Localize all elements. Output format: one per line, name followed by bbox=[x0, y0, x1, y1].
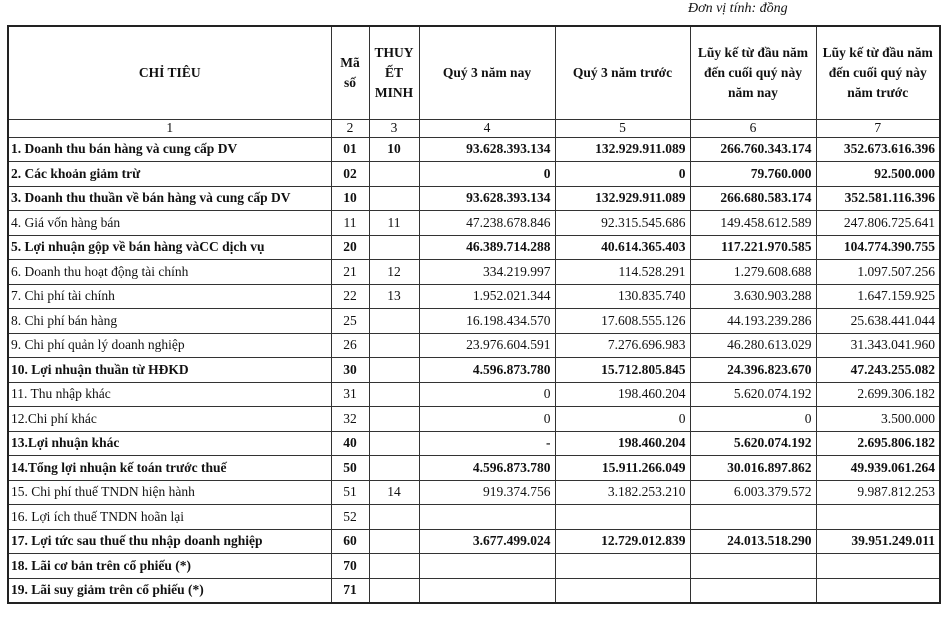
row-q3-this-year: 16.198.434.570 bbox=[419, 309, 555, 334]
row-note: 14 bbox=[369, 480, 419, 505]
row-q3-last-year: 130.835.740 bbox=[555, 284, 690, 309]
col-number: 3 bbox=[369, 119, 419, 137]
row-code: 01 bbox=[331, 137, 369, 162]
row-note: 13 bbox=[369, 284, 419, 309]
row-code: 25 bbox=[331, 309, 369, 334]
row-ytd-this-year: 6.003.379.572 bbox=[690, 480, 816, 505]
col-number: 4 bbox=[419, 119, 555, 137]
row-q3-this-year: 3.677.499.024 bbox=[419, 529, 555, 554]
row-label: 16. Lợi ích thuế TNDN hoãn lại bbox=[8, 505, 331, 530]
row-q3-this-year: 0 bbox=[419, 162, 555, 187]
row-q3-last-year: 7.276.696.983 bbox=[555, 333, 690, 358]
row-note bbox=[369, 309, 419, 334]
row-q3-this-year: 0 bbox=[419, 407, 555, 432]
row-label: 8. Chi phí bán hàng bbox=[8, 309, 331, 334]
row-code: 11 bbox=[331, 211, 369, 236]
row-ytd-this-year: 24.013.518.290 bbox=[690, 529, 816, 554]
row-label: 17. Lợi tức sau thuế thu nhập doanh nghiệp bbox=[8, 529, 331, 554]
table-row bbox=[8, 529, 940, 554]
row-ytd-this-year: 79.760.000 bbox=[690, 162, 816, 187]
table-row bbox=[8, 260, 940, 285]
row-note bbox=[369, 529, 419, 554]
row-code: 10 bbox=[331, 186, 369, 211]
row-code: 22 bbox=[331, 284, 369, 309]
table-row bbox=[8, 382, 940, 407]
row-code: 21 bbox=[331, 260, 369, 285]
row-ytd-last-year: 47.243.255.082 bbox=[816, 358, 940, 383]
table-row bbox=[8, 137, 940, 162]
col-number: 1 bbox=[8, 119, 331, 137]
row-label: 2. Các khoản giảm trừ bbox=[8, 162, 331, 187]
row-ytd-this-year: 266.680.583.174 bbox=[690, 186, 816, 211]
row-ytd-this-year: 0 bbox=[690, 407, 816, 432]
column-number-row bbox=[8, 119, 940, 137]
row-ytd-this-year: 3.630.903.288 bbox=[690, 284, 816, 309]
row-label: 6. Doanh thu hoạt động tài chính bbox=[8, 260, 331, 285]
row-code: 32 bbox=[331, 407, 369, 432]
row-label: 15. Chi phí thuế TNDN hiện hành bbox=[8, 480, 331, 505]
row-note bbox=[369, 333, 419, 358]
row-q3-last-year bbox=[555, 578, 690, 603]
row-code: 31 bbox=[331, 382, 369, 407]
row-ytd-this-year bbox=[690, 505, 816, 530]
table-row bbox=[8, 554, 940, 579]
table-body bbox=[8, 137, 940, 603]
table-row bbox=[8, 358, 940, 383]
row-ytd-this-year: 24.396.823.670 bbox=[690, 358, 816, 383]
row-ytd-this-year: 46.280.613.029 bbox=[690, 333, 816, 358]
row-ytd-this-year: 117.221.970.585 bbox=[690, 235, 816, 260]
row-label: 1. Doanh thu bán hàng và cung cấp DV bbox=[8, 137, 331, 162]
row-note: 12 bbox=[369, 260, 419, 285]
row-code: 50 bbox=[331, 456, 369, 481]
row-q3-this-year: 1.952.021.344 bbox=[419, 284, 555, 309]
row-code: 02 bbox=[331, 162, 369, 187]
row-note: 11 bbox=[369, 211, 419, 236]
row-ytd-last-year: 1.647.159.925 bbox=[816, 284, 940, 309]
row-code: 40 bbox=[331, 431, 369, 456]
row-ytd-last-year bbox=[816, 578, 940, 603]
row-q3-this-year: 4.596.873.780 bbox=[419, 456, 555, 481]
row-ytd-this-year: 5.620.074.192 bbox=[690, 382, 816, 407]
table-row bbox=[8, 235, 940, 260]
row-code: 60 bbox=[331, 529, 369, 554]
row-q3-this-year: 919.374.756 bbox=[419, 480, 555, 505]
row-note bbox=[369, 456, 419, 481]
row-ytd-last-year: 104.774.390.755 bbox=[816, 235, 940, 260]
row-code: 51 bbox=[331, 480, 369, 505]
row-label: 12.Chi phí khác bbox=[8, 407, 331, 432]
col-number: 6 bbox=[690, 119, 816, 137]
row-q3-last-year bbox=[555, 505, 690, 530]
row-ytd-last-year: 352.581.116.396 bbox=[816, 186, 940, 211]
col-number: 5 bbox=[555, 119, 690, 137]
row-q3-last-year: 40.614.365.403 bbox=[555, 235, 690, 260]
row-ytd-last-year: 247.806.725.641 bbox=[816, 211, 940, 236]
row-ytd-last-year: 1.097.507.256 bbox=[816, 260, 940, 285]
row-q3-this-year bbox=[419, 505, 555, 530]
row-code: 30 bbox=[331, 358, 369, 383]
table-row bbox=[8, 284, 940, 309]
row-ytd-last-year: 9.987.812.253 bbox=[816, 480, 940, 505]
header-thuyet-minh: THUY ẾT MINH bbox=[369, 26, 419, 119]
table-row bbox=[8, 505, 940, 530]
table-row bbox=[8, 407, 940, 432]
row-q3-this-year: 0 bbox=[419, 382, 555, 407]
col-number: 2 bbox=[331, 119, 369, 137]
table-row bbox=[8, 309, 940, 334]
row-ytd-this-year: 5.620.074.192 bbox=[690, 431, 816, 456]
row-ytd-this-year bbox=[690, 578, 816, 603]
row-q3-last-year: 132.929.911.089 bbox=[555, 137, 690, 162]
row-ytd-this-year: 266.760.343.174 bbox=[690, 137, 816, 162]
row-q3-last-year: 198.460.204 bbox=[555, 431, 690, 456]
row-label: 10. Lợi nhuận thuần từ HĐKD bbox=[8, 358, 331, 383]
header-q3-last-year: Quý 3 năm trước bbox=[555, 26, 690, 119]
row-code: 52 bbox=[331, 505, 369, 530]
row-label: 19. Lãi suy giảm trên cổ phiếu (*) bbox=[8, 578, 331, 603]
header-chi-tieu: CHỈ TIÊU bbox=[8, 26, 331, 119]
row-ytd-this-year: 1.279.608.688 bbox=[690, 260, 816, 285]
row-q3-this-year: 93.628.393.134 bbox=[419, 186, 555, 211]
row-code: 70 bbox=[331, 554, 369, 579]
row-q3-this-year: - bbox=[419, 431, 555, 456]
row-note bbox=[369, 162, 419, 187]
row-note bbox=[369, 382, 419, 407]
row-ytd-last-year: 25.638.441.044 bbox=[816, 309, 940, 334]
row-q3-last-year bbox=[555, 554, 690, 579]
row-q3-last-year: 92.315.545.686 bbox=[555, 211, 690, 236]
table-row bbox=[8, 456, 940, 481]
table-row bbox=[8, 480, 940, 505]
row-ytd-this-year bbox=[690, 554, 816, 579]
row-q3-last-year: 15.911.266.049 bbox=[555, 456, 690, 481]
row-q3-last-year: 17.608.555.126 bbox=[555, 309, 690, 334]
row-note bbox=[369, 578, 419, 603]
row-note bbox=[369, 407, 419, 432]
income-statement-table bbox=[7, 25, 941, 604]
row-note bbox=[369, 186, 419, 211]
row-ytd-this-year: 44.193.239.286 bbox=[690, 309, 816, 334]
header-ytd-this-year: Lũy kế từ đầu năm đến cuối quý này năm nay bbox=[690, 26, 816, 119]
row-ytd-last-year: 2.699.306.182 bbox=[816, 382, 940, 407]
row-q3-last-year: 0 bbox=[555, 407, 690, 432]
row-q3-this-year: 334.219.997 bbox=[419, 260, 555, 285]
unit-note: Đơn vị tính: đồng bbox=[688, 1, 788, 16]
header-q3-this-year: Quý 3 năm nay bbox=[419, 26, 555, 119]
table-row bbox=[8, 578, 940, 603]
row-ytd-last-year bbox=[816, 554, 940, 579]
row-q3-this-year bbox=[419, 554, 555, 579]
row-ytd-last-year bbox=[816, 505, 940, 530]
row-q3-this-year: 4.596.873.780 bbox=[419, 358, 555, 383]
table-row bbox=[8, 162, 940, 187]
row-q3-last-year: 114.528.291 bbox=[555, 260, 690, 285]
row-label: 3. Doanh thu thuần về bán hàng và cung cấp DV bbox=[8, 186, 331, 211]
row-label: 9. Chi phí quản lý doanh nghiệp bbox=[8, 333, 331, 358]
row-ytd-last-year: 2.695.806.182 bbox=[816, 431, 940, 456]
table-row bbox=[8, 186, 940, 211]
row-label: 18. Lãi cơ bản trên cổ phiếu (*) bbox=[8, 554, 331, 579]
row-label: 14.Tổng lợi nhuận kế toán trước thuế bbox=[8, 456, 331, 481]
row-q3-last-year: 0 bbox=[555, 162, 690, 187]
row-ytd-last-year: 352.673.616.396 bbox=[816, 137, 940, 162]
row-note bbox=[369, 554, 419, 579]
row-q3-this-year: 46.389.714.288 bbox=[419, 235, 555, 260]
row-label: 4. Giá vốn hàng bán bbox=[8, 211, 331, 236]
row-ytd-this-year: 30.016.897.862 bbox=[690, 456, 816, 481]
table-row bbox=[8, 431, 940, 456]
row-q3-this-year: 47.238.678.846 bbox=[419, 211, 555, 236]
row-q3-last-year: 198.460.204 bbox=[555, 382, 690, 407]
row-ytd-last-year: 31.343.041.960 bbox=[816, 333, 940, 358]
row-note bbox=[369, 431, 419, 456]
row-code: 71 bbox=[331, 578, 369, 603]
row-q3-last-year: 132.929.911.089 bbox=[555, 186, 690, 211]
row-ytd-last-year: 92.500.000 bbox=[816, 162, 940, 187]
row-ytd-last-year: 49.939.061.264 bbox=[816, 456, 940, 481]
row-note bbox=[369, 235, 419, 260]
row-note bbox=[369, 358, 419, 383]
row-q3-last-year: 3.182.253.210 bbox=[555, 480, 690, 505]
header-row bbox=[8, 26, 940, 119]
col-number: 7 bbox=[816, 119, 940, 137]
row-label: 11. Thu nhập khác bbox=[8, 382, 331, 407]
row-code: 26 bbox=[331, 333, 369, 358]
row-label: 13.Lợi nhuận khác bbox=[8, 431, 331, 456]
row-ytd-this-year: 149.458.612.589 bbox=[690, 211, 816, 236]
row-ytd-last-year: 3.500.000 bbox=[816, 407, 940, 432]
header-ma-so: Mã số bbox=[331, 26, 369, 119]
row-q3-last-year: 15.712.805.845 bbox=[555, 358, 690, 383]
row-code: 20 bbox=[331, 235, 369, 260]
table-row bbox=[8, 333, 940, 358]
row-q3-this-year bbox=[419, 578, 555, 603]
row-q3-last-year: 12.729.012.839 bbox=[555, 529, 690, 554]
row-label: 5. Lợi nhuận gộp về bán hàng vàCC dịch vụ bbox=[8, 235, 331, 260]
row-note bbox=[369, 505, 419, 530]
header-ytd-last-year: Lũy kế từ đầu năm đến cuối quý này năm trước bbox=[816, 26, 940, 119]
row-ytd-last-year: 39.951.249.011 bbox=[816, 529, 940, 554]
row-q3-this-year: 23.976.604.591 bbox=[419, 333, 555, 358]
row-q3-this-year: 93.628.393.134 bbox=[419, 137, 555, 162]
table-row bbox=[8, 211, 940, 236]
row-note: 10 bbox=[369, 137, 419, 162]
row-label: 7. Chi phí tài chính bbox=[8, 284, 331, 309]
